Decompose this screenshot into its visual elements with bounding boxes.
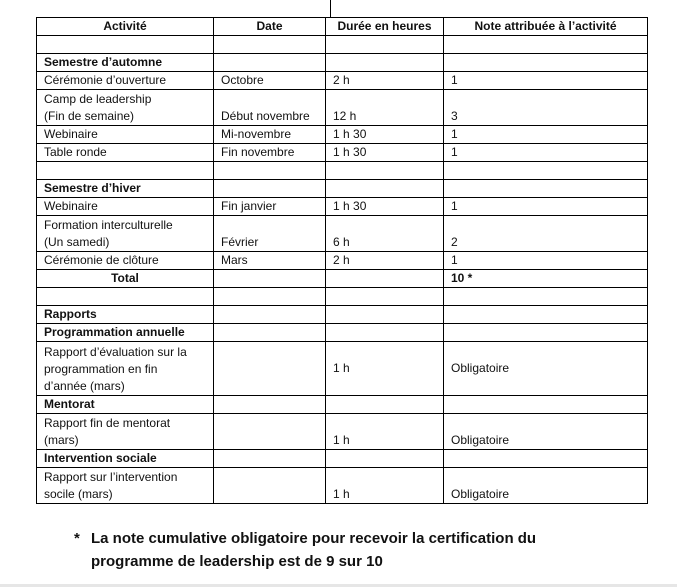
table-row: [37, 468, 648, 504]
duration-cell: 2 h: [326, 252, 444, 270]
date-cell: Début novembre: [214, 90, 326, 126]
footnote-line-2: programme de leadership est de 9 sur 10: [91, 553, 383, 570]
date-cell: Octobre: [214, 72, 326, 90]
header-activity: Activité: [37, 18, 214, 36]
footnote-asterisk: *: [74, 530, 80, 547]
duration-cell: 12 h: [326, 90, 444, 126]
duration-cell: 1 h: [326, 414, 444, 450]
date-cell: Fin janvier: [214, 198, 326, 216]
activity-cell: Cérémonie de clôture: [37, 252, 214, 270]
duration-cell: 1 h: [326, 342, 444, 396]
table-header-row: [37, 18, 648, 36]
empty-row: [37, 162, 648, 180]
activities-table: [36, 17, 648, 504]
activity-cell: Rapport fin de mentorat (mars): [37, 414, 214, 450]
section-row-reports: [37, 306, 648, 324]
header-date: Date: [214, 18, 326, 36]
date-cell: Fin novembre: [214, 144, 326, 162]
total-row: [37, 270, 648, 288]
activity-cell: Webinaire: [37, 126, 214, 144]
total-value: 10 *: [444, 270, 648, 288]
duration-cell: 6 h: [326, 216, 444, 252]
activity-cell: Rapport d’évaluation sur la programmation en fin d’année (mars): [37, 342, 214, 396]
activity-cell: Formation interculturelle (Un samedi): [37, 216, 214, 252]
header-duration: Durée en heures: [326, 18, 444, 36]
table-row: [37, 90, 648, 126]
date-cell: Mars: [214, 252, 326, 270]
note-cell: 3: [444, 90, 648, 126]
header-note: Note attribuée à l’activité: [444, 18, 648, 36]
activity-cell: Table ronde: [37, 144, 214, 162]
footnote: [74, 527, 634, 573]
subsection-row: [37, 396, 648, 414]
table-row: [37, 144, 648, 162]
table-row: [37, 216, 648, 252]
table-row: [37, 414, 648, 450]
date-cell: Février: [214, 216, 326, 252]
table-row: [37, 342, 648, 396]
subsection-title: Programmation annuelle: [37, 324, 214, 342]
subsection-row: [37, 450, 648, 468]
duration-cell: 1 h: [326, 468, 444, 504]
page-top-divider: [330, 0, 331, 17]
section-row-autumn: [37, 54, 648, 72]
section-title-reports: Rapports: [37, 306, 214, 324]
duration-cell: 1 h 30: [326, 126, 444, 144]
subsection-title: Intervention sociale: [37, 450, 214, 468]
subsection-title: Mentorat: [37, 396, 214, 414]
note-cell: 1: [444, 126, 648, 144]
note-cell: 1: [444, 144, 648, 162]
date-cell: Mi-novembre: [214, 126, 326, 144]
table-row: [37, 252, 648, 270]
section-row-winter: [37, 180, 648, 198]
duration-cell: 1 h 30: [326, 198, 444, 216]
total-label: Total: [37, 270, 214, 288]
note-cell: 1: [444, 198, 648, 216]
note-cell: 1: [444, 72, 648, 90]
note-cell: Obligatoire: [444, 468, 648, 504]
activity-cell: Camp de leadership (Fin de semaine): [37, 90, 214, 126]
table-row: [37, 126, 648, 144]
note-cell: Obligatoire: [444, 414, 648, 450]
section-title-autumn: Semestre d’automne: [37, 54, 214, 72]
footnote-line-1: La note cumulative obligatoire pour recevoir la certification du: [91, 530, 537, 547]
activity-cell: Rapport sur l’intervention socile (mars): [37, 468, 214, 504]
note-cell: 1: [444, 252, 648, 270]
table-row: [37, 198, 648, 216]
duration-cell: 1 h 30: [326, 144, 444, 162]
section-title-winter: Semestre d’hiver: [37, 180, 214, 198]
subsection-row: [37, 324, 648, 342]
note-cell: Obligatoire: [444, 342, 648, 396]
table-row: [37, 72, 648, 90]
activity-cell: Webinaire: [37, 198, 214, 216]
duration-cell: 2 h: [326, 72, 444, 90]
note-cell: 2: [444, 216, 648, 252]
activity-cell: Cérémonie d’ouverture: [37, 72, 214, 90]
empty-row: [37, 288, 648, 306]
empty-row: [37, 36, 648, 54]
